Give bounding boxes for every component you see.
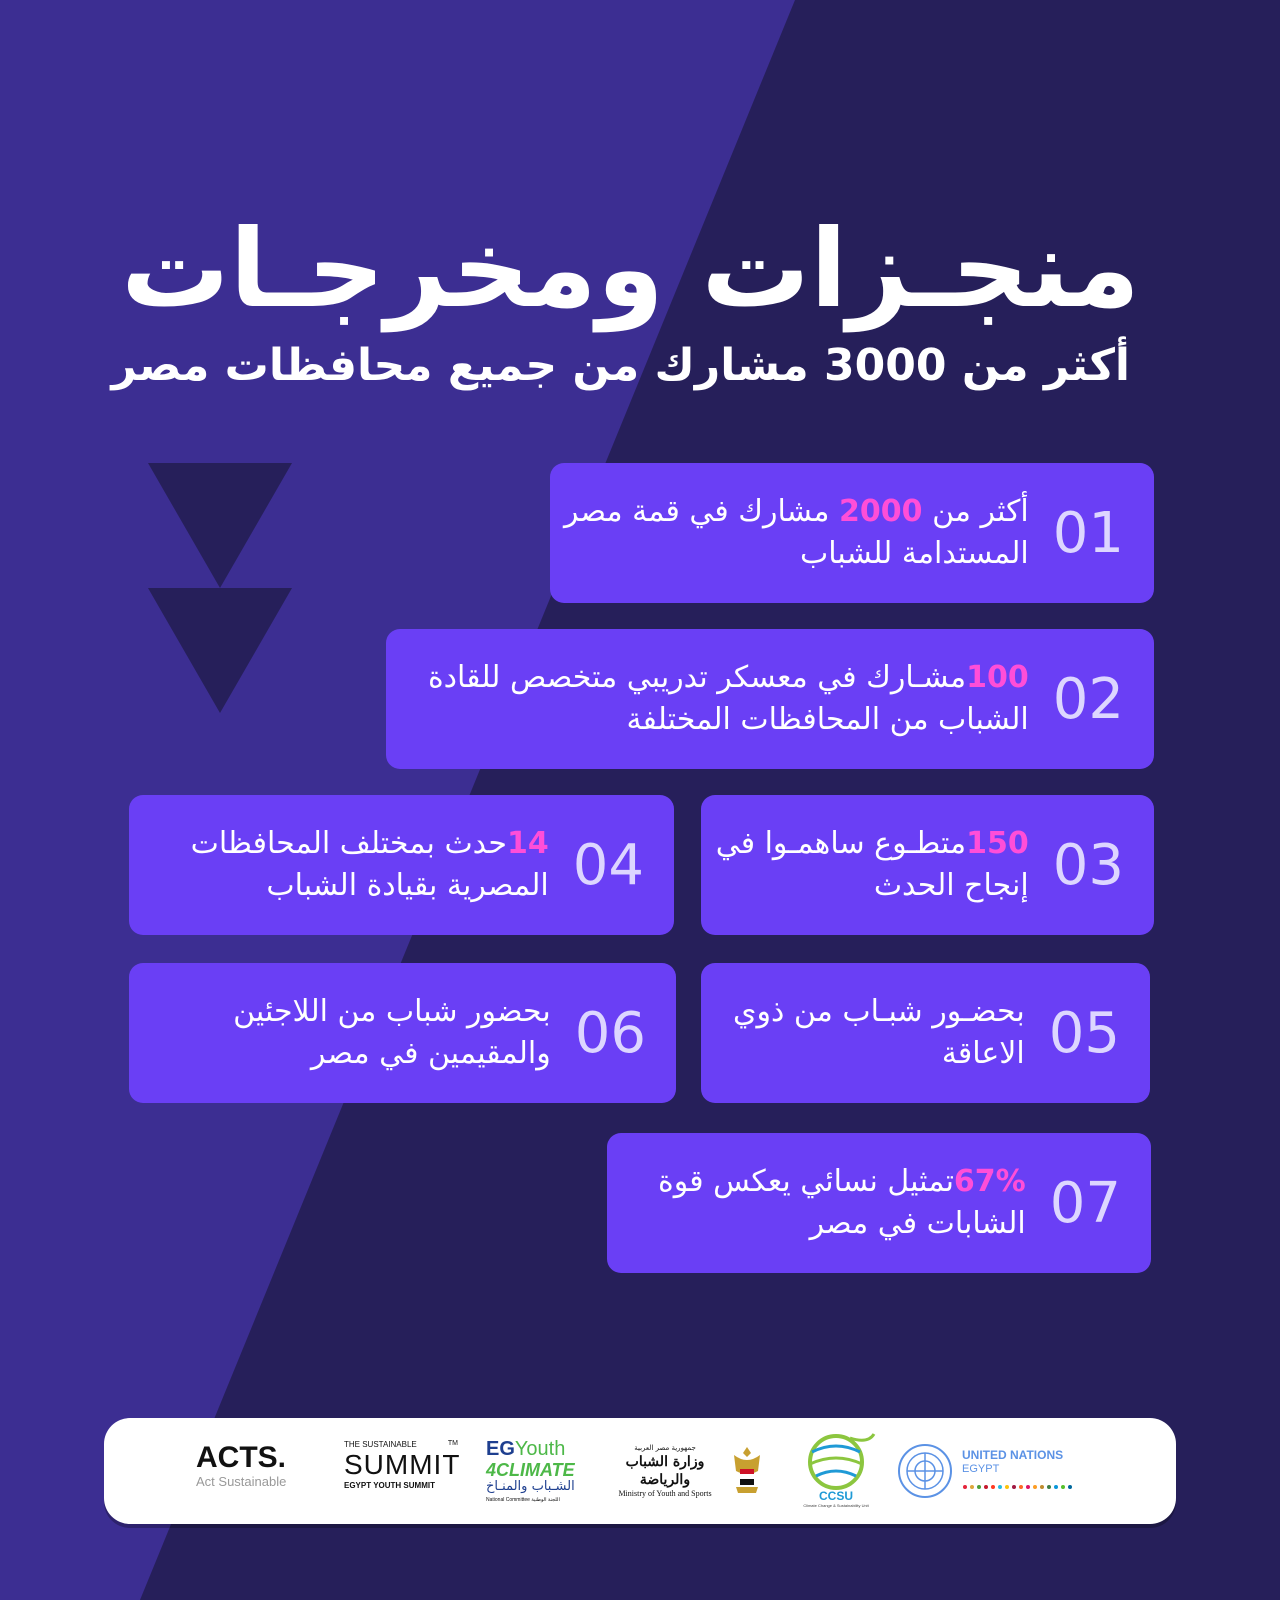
card-number: 01 — [1052, 500, 1124, 566]
egyouth-logo-committee: National Committee اللجنة الوطنية — [486, 1497, 560, 1503]
un-logo-line1: UNITED NATIONS — [962, 1447, 1064, 1462]
summit-logo-tm: TM — [447, 1440, 458, 1447]
achievement-card-07 — [607, 1133, 1151, 1273]
summit-logo — [344, 1436, 461, 1506]
card-text: أكثر من 2000 مشارك في قمة مصر المستدامة للشباب — [563, 494, 1029, 571]
card-text: 100مشـارك في معسكر تدريبي متخصص للقادة الشباب من المحافظات المختلفة — [427, 660, 1029, 737]
ccsu-logo-name: CCSU — [818, 1489, 853, 1503]
ccsu-logo-caption: Climate Change & Sustainability Unit — [803, 1503, 869, 1508]
card-number: 02 — [1052, 666, 1124, 732]
summit-logo-bottom: EGYPT YOUTH SUMMIT — [344, 1481, 435, 1490]
ministry-logo-arabic-top: جمهورية مصر العربية — [634, 1444, 696, 1452]
ministry-of-youth-logo — [604, 1436, 764, 1506]
card-number: 06 — [574, 1000, 646, 1066]
page-title: منجـزات ومخرجـات — [121, 207, 1140, 332]
achievement-card-02 — [386, 629, 1154, 769]
decorative-triangle-bottom — [148, 588, 292, 713]
egyouth4climate-logo — [486, 1436, 592, 1506]
achievement-card-04 — [129, 795, 674, 935]
achievement-card-06 — [129, 963, 676, 1103]
ccsu-logo — [790, 1430, 882, 1514]
acts-logo — [196, 1436, 314, 1506]
card-text: 150متطـوع ساهمـوا في إنجاح الحدث — [715, 826, 1029, 903]
egyouth-logo-climate: 4CLIMATE — [486, 1460, 575, 1480]
card-number: 03 — [1052, 832, 1124, 898]
card-text: بحضـور شبـاب من ذوي الاعاقة — [733, 994, 1025, 1071]
card-number: 04 — [572, 832, 644, 898]
un-logo-line2: EGYPT — [962, 1462, 1000, 1475]
sdg-dots-icon — [962, 1483, 1074, 1491]
egyouth-logo-eg: EG — [486, 1438, 515, 1460]
egyouth-logo-youth: Youth — [514, 1438, 566, 1460]
egypt-eagle-icon — [730, 1445, 764, 1497]
ministry-logo-english: Ministry of Youth and Sports — [618, 1489, 712, 1498]
acts-logo-name: ACTS. — [196, 1441, 286, 1474]
card-text: بحضور شباب من اللاجئين والمقيمين في مصر — [233, 994, 551, 1071]
united-nations-egypt-logo — [896, 1436, 1080, 1506]
decorative-triangle-top — [148, 463, 292, 588]
egyouth-logo-arabic: الشـباب والمنـاخ — [486, 1479, 575, 1494]
card-number: 05 — [1048, 1000, 1120, 1066]
card-highlight: 67% — [953, 1164, 1026, 1199]
summit-logo-top: THE SUSTAINABLE — [344, 1440, 417, 1449]
un-emblem-icon — [896, 1442, 954, 1500]
page-subtitle: أكثر من 3000 مشارك من جميع محافظات مصر — [111, 340, 1130, 391]
achievement-card-05 — [701, 963, 1150, 1103]
card-highlight: 100 — [966, 660, 1029, 695]
achievement-card-01 — [550, 463, 1154, 603]
ministry-logo-arabic-main: وزارة الشباب والرياضة — [625, 1454, 705, 1488]
card-highlight: 14 — [506, 826, 549, 861]
acts-logo-tagline: Act Sustainable — [196, 1474, 287, 1489]
ccsu-globe-icon — [790, 1430, 882, 1490]
summit-logo-name: SUMMIT — [344, 1449, 461, 1480]
card-text: 67%تمثيل نسائي يعكس قوة الشابات في مصر — [657, 1164, 1026, 1241]
partner-logos-bar — [104, 1418, 1176, 1524]
card-highlight: 2000 — [839, 494, 923, 529]
achievement-card-03 — [701, 795, 1154, 935]
card-number: 07 — [1049, 1170, 1121, 1236]
card-highlight: 150 — [966, 826, 1029, 861]
card-text: 14حدث بمختلف المحافظات المصرية بقيادة الشباب — [190, 826, 549, 903]
